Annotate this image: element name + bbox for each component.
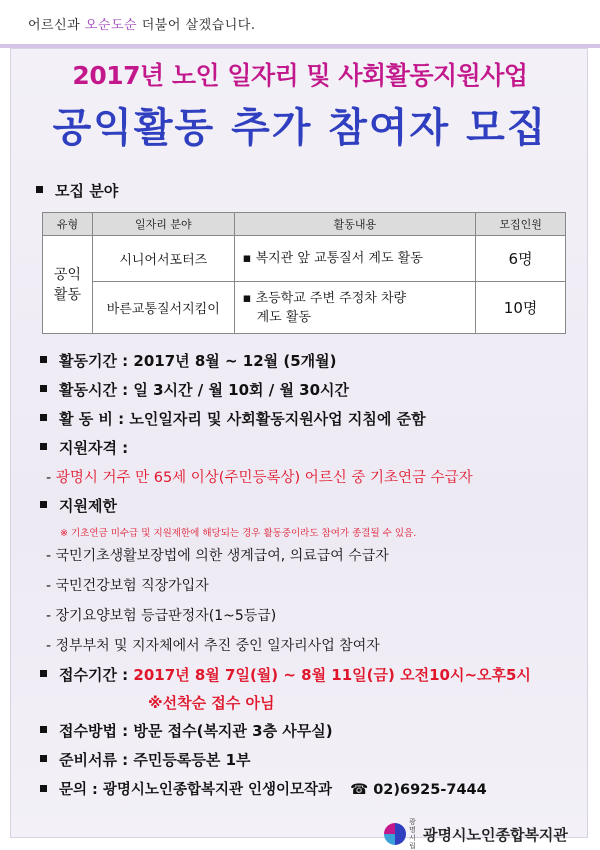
tagline-suffix: 더불어 살겠습니다. [137,18,256,33]
table-header-cell: 활동내용 [234,213,476,236]
field-cell: 바른교통질서지킴이 [92,282,234,334]
table-row [43,282,566,334]
table-header-cell: 유형 [43,213,93,236]
restriction-item: - 국민기초생활보장법에 의한 생계급여, 의료급여 수급자 [46,548,389,564]
count-cell: 10명 [476,282,566,334]
apply-period-value: 2017년 8월 7일(월) ~ 8월 11일(금) 오전10시~오후5시 [133,666,531,684]
restriction-note: ※ 기초연금 미수급 및 지원제한에 해당되는 경우 활동중이라도 참여가 종결될 수 있음. [60,528,417,539]
bullet-square-icon [40,443,47,450]
table-header-row [43,213,566,236]
table-header-cell: 모집인원 [476,213,566,236]
activity-cost [40,408,426,429]
bullet-square-icon [36,186,43,193]
restriction-item: - 정부부처 및 지자체에서 추진 중인 일자리사업 참여자 [46,638,380,654]
poster-title-line2: 공익활동 추가 참여자 모집 [52,105,548,151]
activity-cell [234,282,476,334]
contact-info [40,778,487,799]
apply-period [40,664,531,685]
top-banner [0,0,600,40]
center-logo-icon [384,823,406,845]
bullet-square-icon [40,385,47,392]
required-docs [40,749,251,770]
qualification-heading [40,437,128,458]
table-row [43,236,566,282]
apply-method [40,720,333,741]
apply-period-label: 접수기간 : [59,666,134,684]
tagline-prefix: 어르신과 [28,18,85,33]
activity-hours [40,379,349,400]
recruit-heading [36,180,118,201]
restriction-item: - 장기요양보험 등급판정자(1~5등급) [46,608,277,624]
bullet-square-icon [40,726,47,733]
contact-text: 문의 : 광명시노인종합복지관 인생이모작과 [59,782,333,798]
logo-small-text: 광명 시립 [409,818,416,850]
restriction-item-text: 국민기초생활보장법에 의한 생계급여, 의료급여 수급자 [55,548,389,564]
apply-method-text: 접수방법 : 방문 접수(복지관 3층 사무실) [59,722,333,740]
activity-line: 계도 활동 [256,309,311,325]
count-cell: 6명 [476,236,566,282]
activity-period [40,350,337,371]
activity-cell: ▪ 복지관 앞 교통질서 계도 활동 [234,236,476,282]
activity-cost-text: 활 동 비 : 노인일자리 및 사회활동지원사업 지침에 준함 [59,410,426,428]
restriction-heading-text: 지원제한 [59,497,117,515]
restriction-item: - 국민건강보험 직장가입자 [46,578,209,594]
activity-line: ▪ 초등학교 주변 주정차 차량 [242,290,407,306]
qualification-detail: - 광명시 거주 만 65세 이상(주민등록상) 어르신 중 기초연금 수급자 [46,470,473,486]
activity-period-text: 활동기간 : 2017년 8월 ~ 12월 (5개월) [59,352,337,370]
restriction-item-text: 국민건강보험 직장가입자 [55,578,209,594]
bullet-square-icon [40,501,47,508]
type-cell: 공익 활동 [43,236,93,334]
table-header-cell: 일자리 분야 [92,213,234,236]
contact-phone: ☎ 02)6925-7444 [350,782,487,798]
bullet-square-icon [40,356,47,363]
restriction-heading [40,495,117,516]
field-cell: 시니어서포터즈 [92,236,234,282]
required-docs-text: 준비서류 : 주민등록등본 1부 [59,751,251,769]
center-logo [384,818,568,850]
tagline [28,14,255,33]
qualification-detail-text: 광명시 거주 만 65세 이상(주민등록상) 어르신 중 기초연금 수급자 [55,470,473,486]
bullet-square-icon [40,670,47,677]
apply-note: ※선착순 접수 아님 [148,694,275,712]
restriction-item-text: 정부부처 및 지자체에서 추진 중인 일자리사업 참여자 [55,638,380,654]
activity-hours-text: 활동시간 : 일 3시간 / 월 10회 / 월 30시간 [59,381,350,399]
logo-name: 광명시노인종합복지관 [423,825,568,844]
qualification-heading-text: 지원자격 : [59,439,129,457]
bullet-square-icon [40,785,47,792]
recruit-heading-text: 모집 분야 [55,182,119,200]
bullet-square-icon [40,414,47,421]
restriction-item-text: 장기요양보험 등급판정자(1~5등급) [55,608,277,624]
bullet-square-icon [40,755,47,762]
recruit-table [42,212,566,334]
tagline-brand: 오순도순 [84,18,138,33]
poster-title-line1: 2017년 노인 일자리 및 사회활동지원사업 [72,61,528,90]
